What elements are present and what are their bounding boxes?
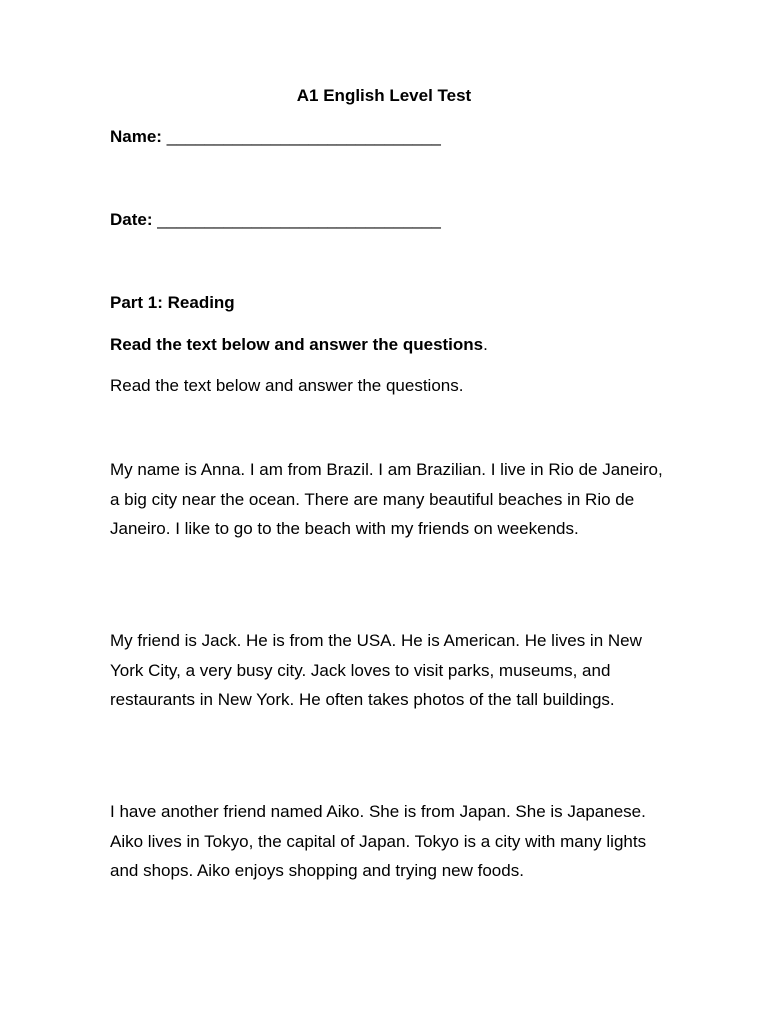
part1-heading: Part 1: Reading [110,293,235,312]
date-field [110,208,441,232]
reading-paragraph-anna: My name is Anna. I am from Brazil. I am Brazilian. I live in Rio de Janeiro, a big city near the ocean. There are many beautiful beaches in Rio de Janeiro. I like to go to the beach with my friends on weekends. [110,460,663,538]
date-label: Date: [110,210,153,229]
part1-instruction-bold-line [110,333,488,357]
name-blank: _____________________________ [166,127,441,146]
instruction-period: . [483,335,488,354]
instruction-bold-text: Read the text below and answer the questions [110,335,484,354]
reading-paragraph-aiko: I have another friend named Aiko. She is from Japan. She is Japanese. Aiko lives in Tokyo, the capital of Japan. Tokyo is a city with many lights and shops. Aiko enjoys shopping and trying new foods. [110,802,647,880]
part1-instruction-plain: Read the text below and answer the questions. [110,376,464,395]
name-field [110,125,441,149]
reading-paragraph-jack: My friend is Jack. He is from the USA. He is American. He lives in New York City, a very busy city. Jack loves to visit parks, museums, and restaurants in New York. He often takes photos of the tall buildings. [110,631,642,709]
name-label: Name: [110,127,162,146]
page-title: A1 English Level Test [296,86,472,105]
date-blank: ______________________________ [157,210,441,229]
